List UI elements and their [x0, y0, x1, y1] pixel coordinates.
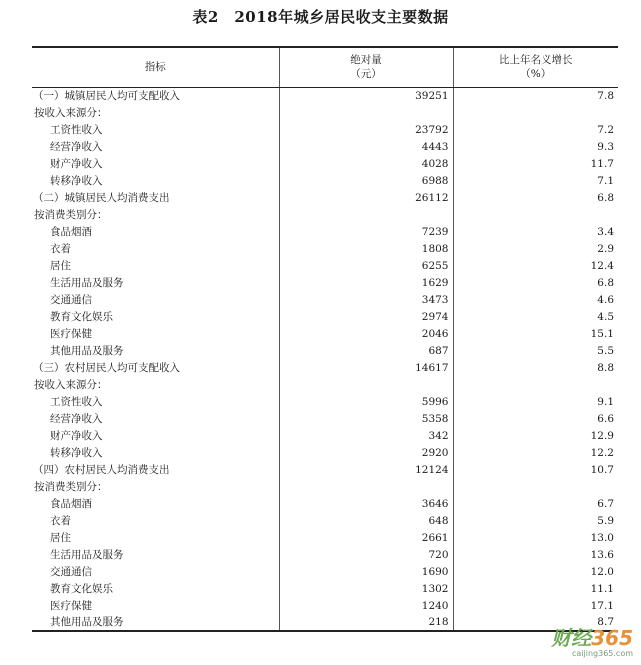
- row-growth-rate: 8.8: [453, 359, 618, 376]
- row-growth-rate: 2.9: [453, 240, 618, 257]
- row-growth-rate: 6.8: [453, 189, 618, 206]
- row-growth-rate: 12.4: [453, 257, 618, 274]
- row-absolute-value: 6255: [279, 257, 453, 274]
- row-indicator: 其他用品及服务: [32, 614, 279, 631]
- row-indicator: 食品烟酒: [50, 225, 92, 238]
- row-indicator: 交通通信: [50, 565, 92, 578]
- row-absolute-value: [279, 478, 453, 495]
- watermark-url: caijing365.com: [571, 649, 633, 658]
- row-indicator: 生活用品及服务: [50, 548, 124, 561]
- header-growth: [453, 47, 618, 87]
- row-growth-rate: 6.8: [453, 274, 618, 291]
- table-row: [32, 308, 618, 325]
- row-growth-rate: 11.7: [453, 155, 618, 172]
- row-absolute-value: 1629: [279, 274, 453, 291]
- table-row: [32, 529, 618, 546]
- row-absolute-value: 1302: [279, 580, 453, 597]
- row-growth-rate: [453, 206, 618, 223]
- row-growth-rate: 12.0: [453, 563, 618, 580]
- row-indicator: （三）农村居民人均可支配收入: [33, 361, 180, 374]
- table-row: [32, 325, 618, 342]
- row-growth-rate: 7.1: [453, 172, 618, 189]
- row-indicator: 按收入来源分：: [34, 106, 108, 119]
- row-growth-rate: 6.6: [453, 410, 618, 427]
- row-indicator: 衣着: [50, 242, 71, 255]
- row-absolute-value: 720: [279, 546, 453, 563]
- table-row: [32, 189, 618, 206]
- table-body: [32, 87, 618, 631]
- table-row: [32, 410, 618, 427]
- table-row: [32, 138, 618, 155]
- row-growth-rate: 10.7: [453, 461, 618, 478]
- row-absolute-value: 2046: [279, 325, 453, 342]
- row-growth-rate: 8.7: [453, 614, 618, 631]
- row-growth-rate: 9.3: [453, 138, 618, 155]
- row-growth-rate: 5.9: [453, 512, 618, 529]
- table-row: [32, 155, 618, 172]
- row-indicator: 衣着: [50, 514, 71, 527]
- row-growth-rate: 7.2: [453, 121, 618, 138]
- row-growth-rate: 7.8: [453, 87, 618, 104]
- row-indicator: 经营净收入: [50, 412, 103, 425]
- row-indicator: （二）城镇居民人均消费支出: [33, 191, 170, 204]
- row-growth-rate: 11.1: [453, 580, 618, 597]
- row-indicator: （四）农村居民人均消费支出: [33, 463, 170, 476]
- watermark-brand-number: 365: [591, 626, 633, 650]
- table-row: [32, 342, 618, 359]
- watermark-logo: [523, 627, 633, 649]
- row-growth-rate: 15.1: [453, 325, 618, 342]
- row-indicator: 居住: [50, 259, 71, 272]
- income-expenditure-table: [32, 46, 618, 632]
- site-watermark: [523, 627, 633, 661]
- row-indicator: 食品烟酒: [50, 497, 92, 510]
- row-indicator: 教育文化娱乐: [50, 310, 113, 323]
- table-row: [32, 461, 618, 478]
- row-indicator: 工资性收入: [50, 395, 103, 408]
- row-growth-rate: 4.6: [453, 291, 618, 308]
- row-absolute-value: 4443: [279, 138, 453, 155]
- row-absolute-value: 1808: [279, 240, 453, 257]
- row-growth-rate: 6.7: [453, 495, 618, 512]
- table-row: [32, 223, 618, 240]
- row-indicator: 财产净收入: [50, 157, 103, 170]
- table-row: [32, 546, 618, 563]
- table-row: [32, 495, 618, 512]
- row-absolute-value: 1690: [279, 563, 453, 580]
- row-absolute-value: 39251: [279, 87, 453, 104]
- row-absolute-value: 2974: [279, 308, 453, 325]
- row-indicator: 其他用品及服务: [50, 344, 124, 357]
- table-row: [32, 444, 618, 461]
- row-absolute-value: [279, 104, 453, 121]
- header-absolute: [279, 47, 453, 87]
- header-growth-label: 比上年名义增长: [499, 54, 573, 67]
- table-row: [32, 427, 618, 444]
- row-indicator: 按消费类别分：: [34, 480, 108, 493]
- row-absolute-value: 648: [279, 512, 453, 529]
- row-absolute-value: 7239: [279, 223, 453, 240]
- row-absolute-value: 26112: [279, 189, 453, 206]
- row-growth-rate: 12.2: [453, 444, 618, 461]
- table-row: [32, 376, 618, 393]
- row-growth-rate: 4.5: [453, 308, 618, 325]
- row-absolute-value: 342: [279, 427, 453, 444]
- table-header-row: [32, 47, 618, 87]
- table-row: [32, 104, 618, 121]
- table-row: [32, 563, 618, 580]
- table-row: [32, 512, 618, 529]
- table-row: [32, 597, 618, 614]
- table-row: [32, 206, 618, 223]
- row-absolute-value: [279, 206, 453, 223]
- row-absolute-value: 2661: [279, 529, 453, 546]
- row-indicator: 财产净收入: [50, 429, 103, 442]
- header-absolute-unit: （元）: [350, 68, 382, 81]
- table-row: [32, 359, 618, 376]
- row-absolute-value: 1240: [279, 597, 453, 614]
- row-absolute-value: 23792: [279, 121, 453, 138]
- row-growth-rate: 9.1: [453, 393, 618, 410]
- row-growth-rate: [453, 376, 618, 393]
- table-row: [32, 291, 618, 308]
- row-absolute-value: [279, 376, 453, 393]
- row-growth-rate: [453, 104, 618, 121]
- row-absolute-value: 2920: [279, 444, 453, 461]
- row-indicator: 医疗保健: [50, 327, 92, 340]
- row-indicator: 按消费类别分：: [34, 208, 108, 221]
- table-row: [32, 257, 618, 274]
- row-absolute-value: 687: [279, 342, 453, 359]
- row-indicator: 转移净收入: [50, 446, 103, 459]
- row-indicator: 居住: [50, 531, 71, 544]
- row-absolute-value: 218: [279, 614, 453, 631]
- row-absolute-value: 5358: [279, 410, 453, 427]
- row-growth-rate: 3.4: [453, 223, 618, 240]
- header-growth-unit: （%）: [520, 68, 552, 81]
- row-indicator: 交通通信: [50, 293, 92, 306]
- row-indicator: 按收入来源分：: [34, 378, 108, 391]
- header-absolute-label: 绝对量: [350, 54, 382, 67]
- row-indicator: 教育文化娱乐: [50, 582, 113, 595]
- watermark-brand-text: 财经: [551, 626, 592, 650]
- row-absolute-value: 3473: [279, 291, 453, 308]
- row-absolute-value: 5996: [279, 393, 453, 410]
- row-indicator: 生活用品及服务: [50, 276, 124, 289]
- row-growth-rate: 12.9: [453, 427, 618, 444]
- row-absolute-value: 14617: [279, 359, 453, 376]
- row-indicator: 转移净收入: [50, 174, 103, 187]
- row-indicator: 工资性收入: [50, 123, 103, 136]
- table-title: 表2 2018年城乡居民收支主要数据: [192, 8, 449, 26]
- row-growth-rate: [453, 478, 618, 495]
- row-absolute-value: 4028: [279, 155, 453, 172]
- row-absolute-value: 6988: [279, 172, 453, 189]
- table-row: [32, 172, 618, 189]
- table-row: [32, 121, 618, 138]
- row-growth-rate: 5.5: [453, 342, 618, 359]
- table-row: [32, 580, 618, 597]
- table-row: [32, 87, 618, 104]
- row-indicator: 医疗保健: [50, 599, 92, 612]
- row-absolute-value: 3646: [279, 495, 453, 512]
- table-row: [32, 393, 618, 410]
- table-row: [32, 240, 618, 257]
- header-indicator: 指标: [32, 47, 279, 87]
- table-row: [32, 478, 618, 495]
- row-indicator: 经营净收入: [50, 140, 103, 153]
- row-indicator: （一）城镇居民人均可支配收入: [33, 89, 180, 102]
- row-growth-rate: 17.1: [453, 597, 618, 614]
- row-growth-rate: 13.0: [453, 529, 618, 546]
- row-absolute-value: 12124: [279, 461, 453, 478]
- table-row: [32, 274, 618, 291]
- row-growth-rate: 13.6: [453, 546, 618, 563]
